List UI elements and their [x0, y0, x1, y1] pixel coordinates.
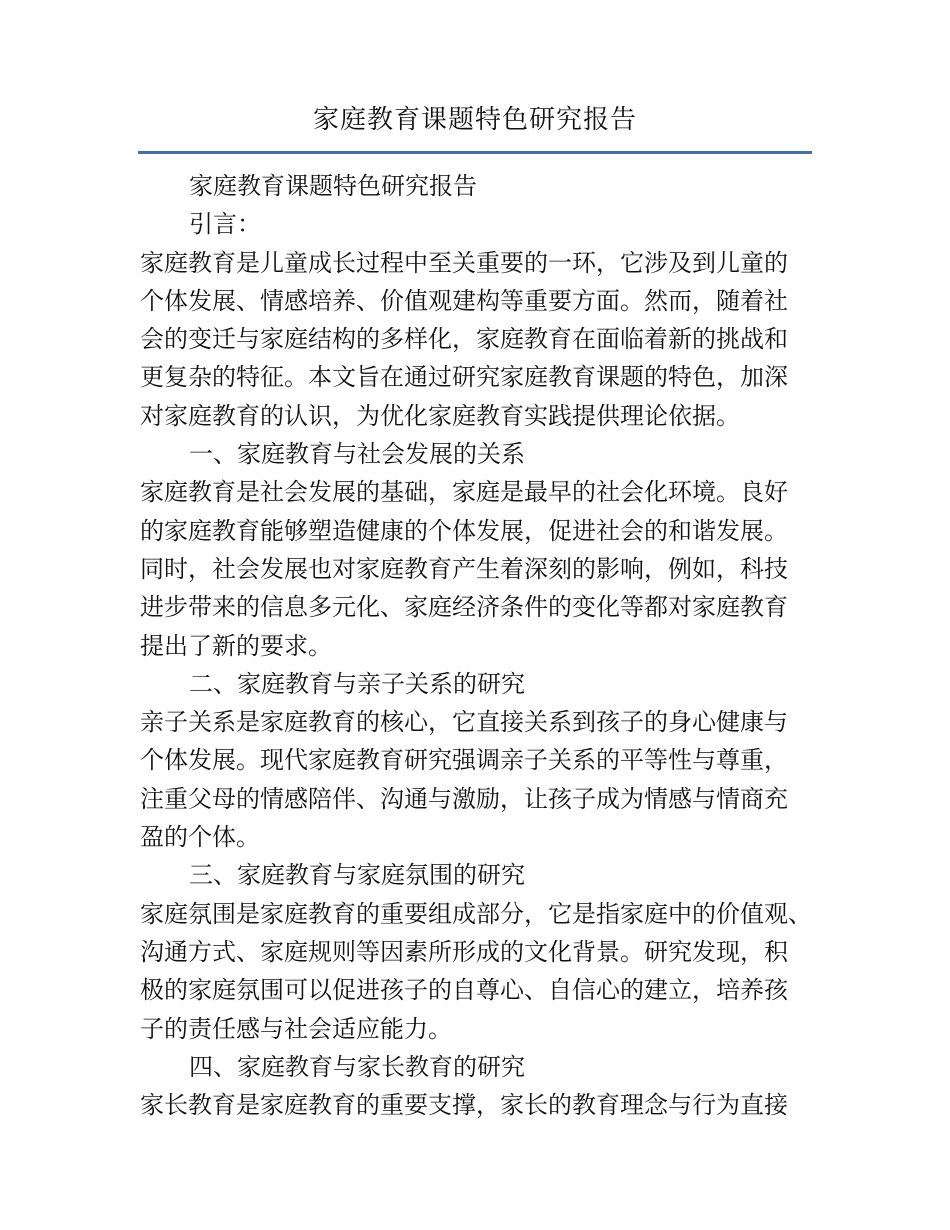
paragraph-line: 子的责任感与社会适应能力。	[140, 1014, 452, 1043]
paragraph-line: 极的家庭氛围可以促进孩子的自尊心、自信心的建立，培养孩	[140, 976, 788, 1005]
paragraph-line: 进步带来的信息多元化、家庭经济条件的变化等都对家庭教育	[140, 593, 788, 622]
paragraph-line: 盈的个体。	[140, 823, 260, 852]
paragraph-line: 更复杂的特征。本文旨在通过研究家庭教育课题的特色，加深	[140, 363, 788, 392]
document-body	[140, 167, 830, 1124]
paragraph-line: 同时，社会发展也对家庭教育产生着深刻的影响，例如，科技	[140, 554, 788, 583]
section-heading-line: 四、家庭教育与家长教育的研究	[189, 1052, 525, 1081]
title-divider	[138, 151, 812, 154]
paragraph-line: 个体发展。现代家庭教育研究强调亲子关系的平等性与尊重，	[140, 746, 788, 775]
paragraph-line: 家长教育是家庭教育的重要支撑，家长的教育理念与行为直接	[140, 1091, 788, 1120]
paragraph-line: 的家庭教育能够塑造健康的个体发展，促进社会的和谐发展。	[140, 516, 788, 545]
paragraph-line: 会的变迁与家庭结构的多样化，家庭教育在面临着新的挑战和	[140, 325, 788, 354]
paragraph-line: 提出了新的要求。	[140, 631, 332, 660]
section-heading-line: 三、家庭教育与家庭氛围的研究	[189, 861, 525, 890]
section-heading-line: 一、家庭教育与社会发展的关系	[189, 440, 525, 469]
paragraph-line: 家庭教育是儿童成长过程中至关重要的一环，它涉及到儿童的	[140, 248, 788, 277]
paragraph-line: 沟通方式、家庭规则等因素所形成的文化背景。研究发现，积	[140, 937, 788, 966]
paragraph-line: 注重父母的情感陪伴、沟通与激励，让孩子成为情感与情商充	[140, 784, 788, 813]
paragraph-line: 对家庭教育的认识，为优化家庭教育实践提供理论依据。	[140, 401, 740, 430]
paragraph-line: 家庭氛围是家庭教育的重要组成部分，它是指家庭中的价值观、	[140, 899, 812, 928]
section-heading-line: 引言：	[189, 210, 261, 239]
paragraph-line: 亲子关系是家庭教育的核心，它直接关系到孩子的身心健康与	[140, 708, 788, 737]
section-heading-line: 家庭教育课题特色研究报告	[189, 172, 477, 200]
paragraph-line: 个体发展、情感培养、价值观建构等重要方面。然而，随着社	[140, 286, 788, 315]
document-title: 家庭教育课题特色研究报告	[312, 105, 637, 135]
paragraph-line: 家庭教育是社会发展的基础，家庭是最早的社会化环境。良好	[140, 478, 788, 507]
section-heading-line: 二、家庭教育与亲子关系的研究	[189, 669, 525, 698]
